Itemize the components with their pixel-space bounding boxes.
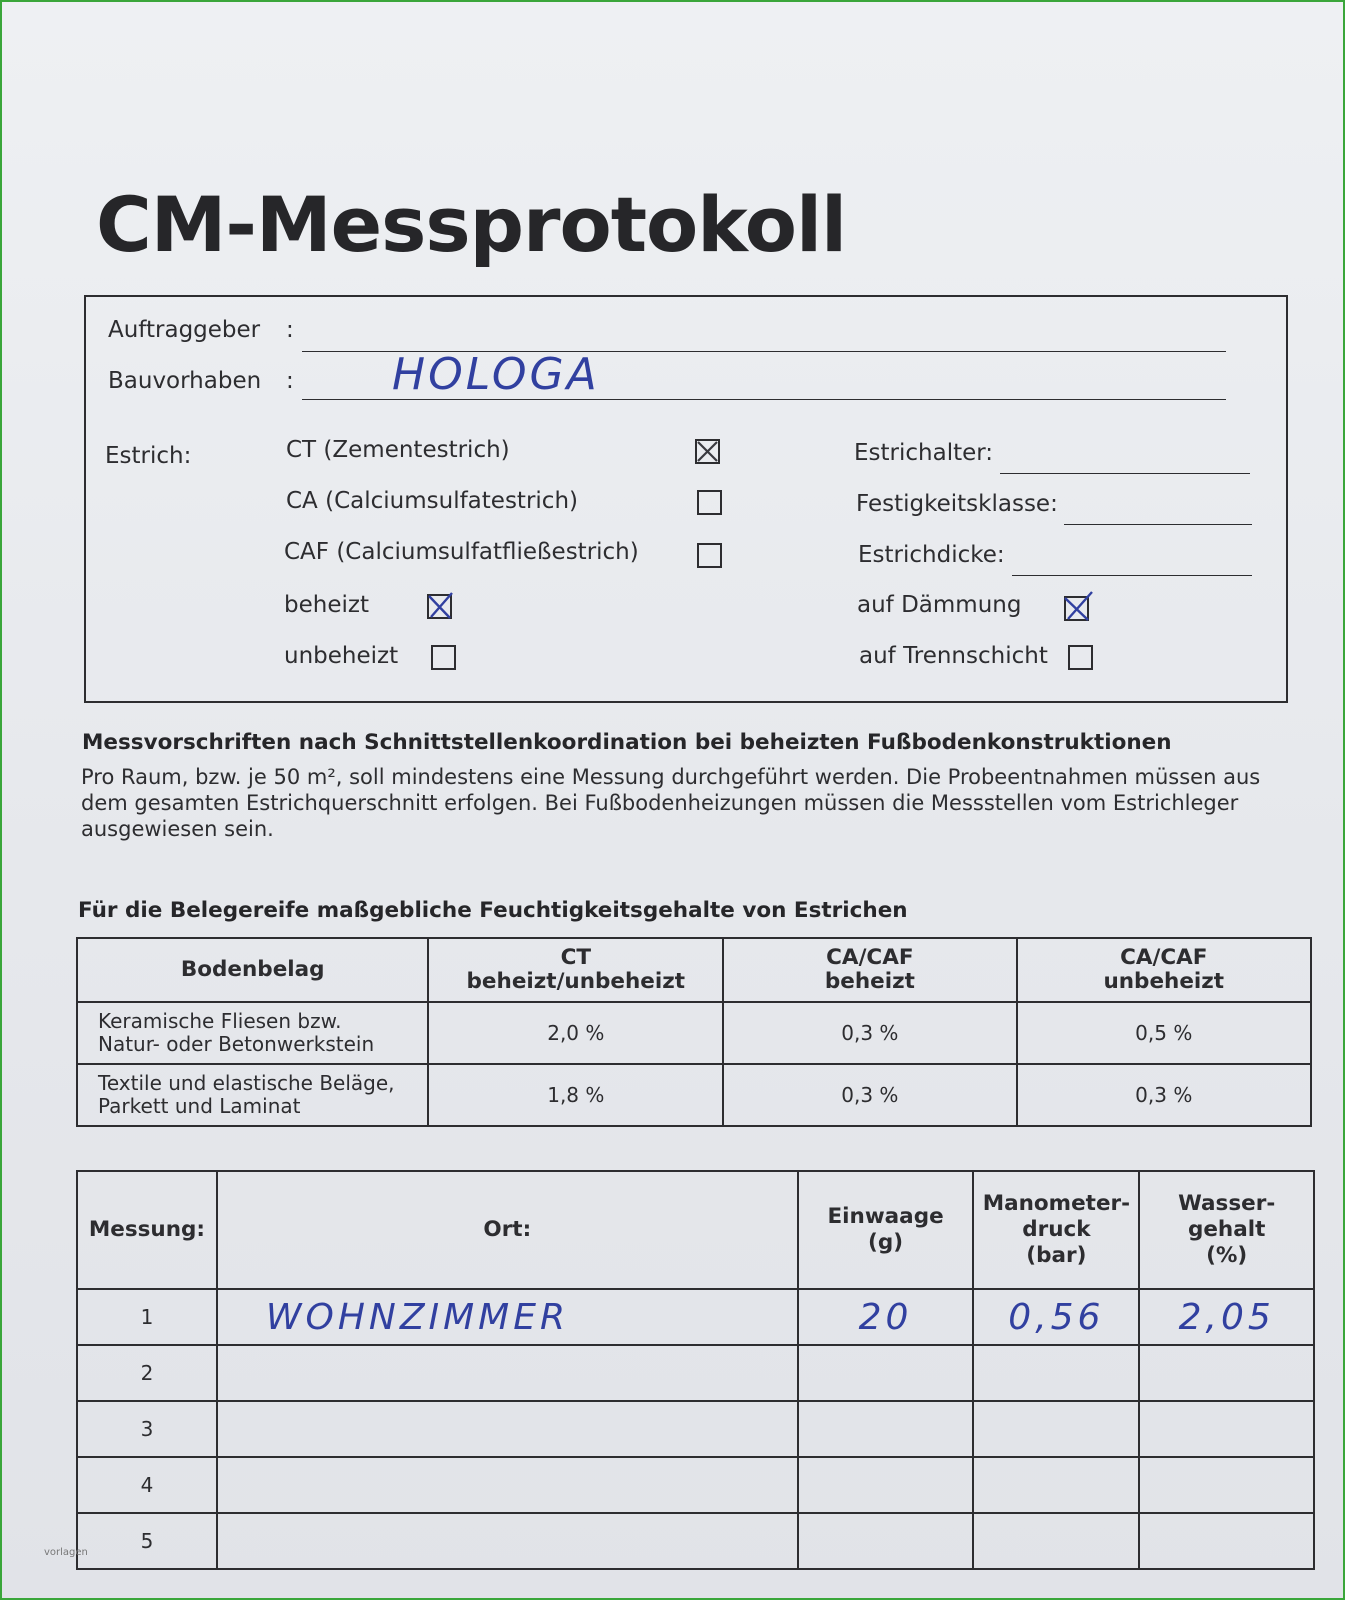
separation-layer-checkbox[interactable] (1068, 645, 1093, 670)
strength-class-field[interactable] (1064, 524, 1252, 525)
screed-type-ct-checkbox[interactable] (695, 439, 720, 464)
measurement-number: 1 (77, 1289, 217, 1345)
pressure-value: 0,56 (1008, 1296, 1105, 1338)
table-row (77, 1457, 1314, 1513)
header-water-content (1139, 1171, 1314, 1289)
project-label: Bauvorhaben (108, 368, 262, 394)
row-floor-covering (77, 1002, 428, 1064)
pressure-cell[interactable] (973, 1457, 1139, 1513)
value-ct: 2,0 % (428, 1002, 723, 1064)
header-weight (798, 1171, 974, 1289)
strength-class-label: Festigkeitsklasse: (856, 491, 1058, 517)
screed-type-caf-label: CAF (Calciumsulfatfließestrich) (284, 539, 639, 565)
pressure-cell[interactable] (973, 1513, 1139, 1569)
header-pressure-l2: druck (1022, 1217, 1091, 1242)
client-colon: : (286, 317, 294, 343)
moisture-table-heading: Für die Belegereife maßgebliche Feuchtigkeitsgehalte von Estrichen (78, 898, 908, 923)
screed-age-label: Estrichalter: (854, 440, 994, 466)
weight-value: 20 (858, 1296, 913, 1338)
header-location: Ort: (217, 1171, 798, 1289)
moisture-table (76, 937, 1312, 1127)
row-label-l2: Natur- oder Betonwerkstein (98, 1032, 375, 1056)
location-cell[interactable] (217, 1345, 798, 1401)
header-pressure-l1: Manometer- (982, 1191, 1131, 1216)
header-floor-covering (77, 938, 428, 1002)
header-pressure-l3: (bar) (1026, 1243, 1087, 1268)
header-ct-l1: CT (560, 945, 592, 970)
rules-heading: Messvorschriften nach Schnittstellenkoordination bei beheizten Fußbodenkonstruktionen (82, 730, 1172, 755)
header-ct-l2: beheizt/unbeheizt (466, 969, 686, 994)
measurement-table (76, 1170, 1315, 1570)
water-content-cell[interactable] (1139, 1289, 1314, 1345)
location-value: WOHNZIMMER (265, 1296, 569, 1338)
page-title: CM-Messprotokoll (96, 180, 847, 269)
heated-checkbox[interactable] (427, 594, 452, 619)
screed-thickness-label: Estrichdicke: (858, 542, 1005, 568)
header-ca-heated-l1: CA/CAF (826, 945, 914, 970)
header-pressure (973, 1171, 1139, 1289)
screed-type-ca-checkbox[interactable] (697, 490, 722, 515)
measurement-number: 2 (77, 1345, 217, 1401)
checkmark-x-icon (695, 439, 720, 464)
header-ca-unheated-l2: unbeheizt (1103, 969, 1225, 994)
weight-cell[interactable] (798, 1401, 974, 1457)
screed-type-caf-checkbox[interactable] (697, 543, 722, 568)
measurement-number: 5 (77, 1513, 217, 1569)
measurement-table-header-row (77, 1171, 1314, 1289)
row-label-l1: Textile und elastische Beläge, (98, 1071, 395, 1095)
header-ca-unheated (1017, 938, 1311, 1002)
measurement-number: 3 (77, 1401, 217, 1457)
project-value: HOLOGA (392, 349, 600, 400)
table-row (77, 1064, 1311, 1126)
screed-thickness-field[interactable] (1012, 575, 1252, 576)
header-ct (428, 938, 723, 1002)
pressure-cell[interactable] (973, 1289, 1139, 1345)
location-cell[interactable] (217, 1513, 798, 1569)
insulation-checkbox[interactable] (1064, 596, 1089, 621)
header-ca-unheated-l1: CA/CAF (1120, 945, 1208, 970)
location-cell[interactable] (217, 1401, 798, 1457)
water-content-value: 2,05 (1178, 1296, 1275, 1338)
pressure-cell[interactable] (973, 1345, 1139, 1401)
checkmark-x-icon (1064, 596, 1089, 621)
water-content-cell[interactable] (1139, 1401, 1314, 1457)
table-row (77, 1002, 1311, 1064)
project-colon: : (286, 368, 294, 394)
weight-cell[interactable] (798, 1345, 974, 1401)
header-floor-covering-text: Bodenbelag (180, 957, 325, 982)
row-floor-covering (77, 1064, 428, 1126)
header-measurement: Messung: (77, 1171, 217, 1289)
info-box (84, 295, 1288, 703)
value-ct: 1,8 % (428, 1064, 723, 1126)
weight-cell[interactable] (798, 1289, 974, 1345)
watermark: vorlagen (44, 1547, 88, 1558)
water-content-cell[interactable] (1139, 1457, 1314, 1513)
insulation-label: auf Dämmung (857, 592, 1022, 618)
header-water-l3: (%) (1206, 1243, 1248, 1268)
client-label: Auftraggeber (108, 317, 261, 343)
heated-label: beheizt (284, 592, 369, 618)
table-row (77, 1345, 1314, 1401)
header-ca-heated-l2: beheizt (824, 969, 915, 994)
screed-label: Estrich: (105, 443, 192, 469)
water-content-cell[interactable] (1139, 1345, 1314, 1401)
value-ca-unheated: 0,3 % (1017, 1064, 1311, 1126)
water-content-cell[interactable] (1139, 1513, 1314, 1569)
unheated-label: unbeheizt (284, 643, 399, 669)
moisture-table-header-row (77, 938, 1311, 1002)
table-row (77, 1513, 1314, 1569)
weight-cell[interactable] (798, 1513, 974, 1569)
weight-cell[interactable] (798, 1457, 974, 1513)
separation-layer-label: auf Trennschicht (859, 643, 1048, 669)
rules-text: Pro Raum, bzw. je 50 m², soll mindestens eine Messung durchgeführt werden. Die Probeentnahmen müssen aus dem gesamten Estrichquerschnitt erfolgen. Bei Fußbodenheizungen müssen die Messstellen vom Estrichleger ausgewiesen sein. (81, 765, 1261, 841)
value-ca-heated: 0,3 % (723, 1002, 1016, 1064)
table-row (77, 1401, 1314, 1457)
location-cell[interactable] (217, 1457, 798, 1513)
header-weight-l1: Einwaage (827, 1204, 944, 1229)
header-water-l1: Wasser- (1178, 1191, 1276, 1216)
screed-type-ct-label: CT (Zementestrich) (286, 437, 510, 463)
location-cell[interactable] (217, 1289, 798, 1345)
header-weight-l2: (g) (868, 1230, 904, 1255)
row-label-l1: Keramische Fliesen bzw. (98, 1009, 342, 1033)
checkmark-x-icon (427, 594, 452, 619)
header-water-l2: gehalt (1187, 1217, 1266, 1242)
screed-age-field[interactable] (1000, 473, 1250, 474)
pressure-cell[interactable] (973, 1401, 1139, 1457)
value-ca-heated: 0,3 % (723, 1064, 1016, 1126)
measurement-number: 4 (77, 1457, 217, 1513)
table-row (77, 1289, 1314, 1345)
unheated-checkbox[interactable] (431, 645, 456, 670)
row-label-l2: Parkett und Laminat (98, 1094, 301, 1118)
header-ca-heated (723, 938, 1016, 1002)
screed-type-ca-label: CA (Calciumsulfatestrich) (286, 488, 578, 514)
value-ca-unheated: 0,5 % (1017, 1002, 1311, 1064)
